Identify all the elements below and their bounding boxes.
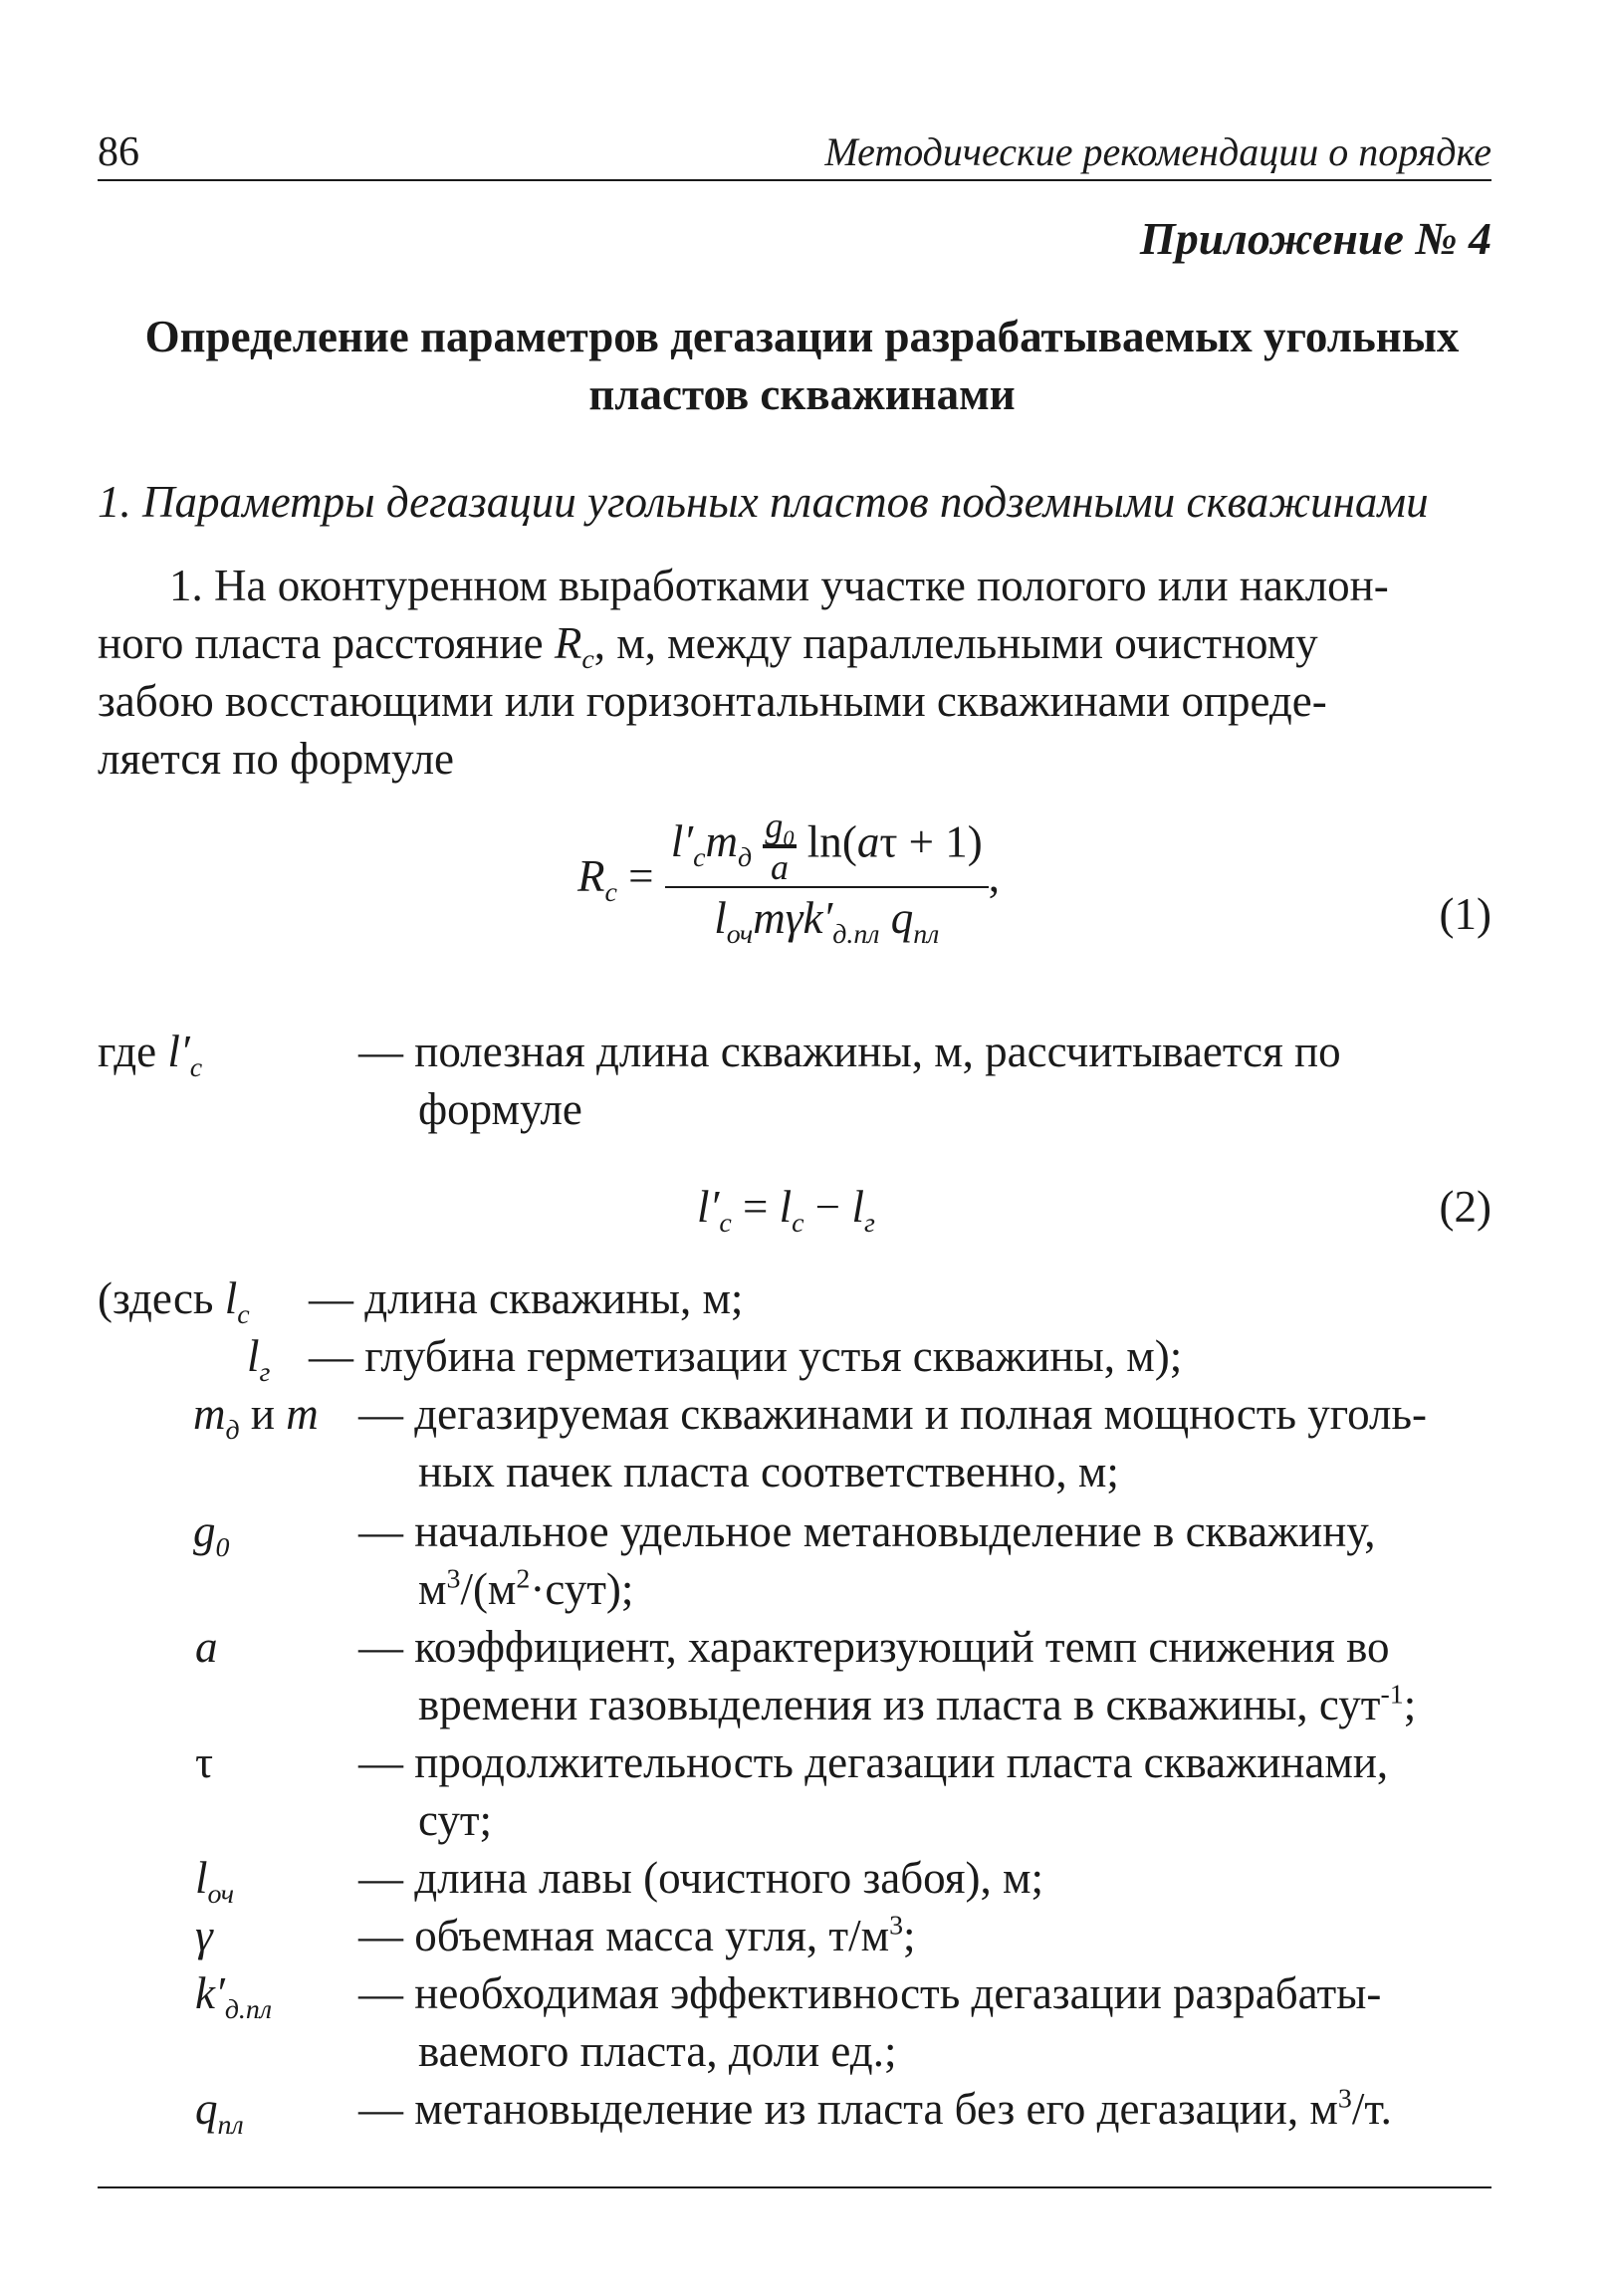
formula-1-equals: = (628, 851, 654, 901)
formula-1-fraction (665, 805, 989, 950)
paragraph-line-2-start: ного пласта расстояние (98, 618, 544, 668)
symbol-lc: $l_с$ (224, 1273, 250, 1330)
def-g0-line-2: $м^3/(м^2\cdot сут)$; (418, 1563, 634, 1614)
def-k-line-2: ваемого пласта, доли ед.; (418, 2026, 897, 2076)
def-k-line-1: — необходимая эффективность дегазации разрабаты- (358, 1968, 1382, 2018)
nested-open-word: (здесь (98, 1273, 214, 1323)
symbol-gamma: γ (195, 1911, 213, 1960)
def-qpl-line-1: — метановыделение из пласта без его дегазации, $м^3/т$. (358, 2083, 1392, 2134)
document-title-line-2: пластов скважинами (588, 369, 1016, 419)
paragraph-line-2 (98, 615, 1318, 675)
formula-1-lhs: $R_с$ (577, 851, 617, 908)
section-heading: 1. Параметры дегазации угольных пластов подземными скважинами (98, 477, 1429, 527)
ln-text: ln (806, 816, 842, 867)
paragraph-line-1: 1. На оконтуренном выработками участке пологого или наклон- (169, 561, 1389, 610)
header-rule (98, 179, 1491, 181)
paragraph-line-3: забою восстающими или горизонтальными скважинами опреде- (98, 676, 1327, 726)
formula-2-number: (2) (1439, 1182, 1491, 1232)
symbol-lg: $l_г$ (247, 1331, 271, 1388)
symbol-k-prime: $k'_{д.пл}$ (195, 1968, 273, 2025)
g0-over-a: $\frac{g_0}{a}$ (765, 805, 795, 887)
where-word: где (98, 1027, 157, 1076)
appendix-label: Приложение № 4 (1139, 213, 1491, 264)
def-md-line-2: ных пачек пласта соответственно, м; (418, 1447, 1119, 1496)
where-label (98, 1024, 203, 1083)
formula-1 (577, 805, 1001, 950)
symbol-lc-prime: $l'_с$ (167, 1027, 203, 1083)
def-loch-line-1: — длина лавы (очистного забоя), м; (358, 1853, 1043, 1903)
formula-1-denominator: $l_{оч}m\gamma k'_{д.пл}$ $q_{пл}$ (665, 886, 989, 946)
paragraph-line-2-end: , м, между параллельными очистному (593, 618, 1318, 668)
def-md-line-1: — дегазируемая скважинами и полная мощность уголь- (358, 1389, 1428, 1439)
where-desc-line-1: — полезная длина скважины, м, рассчитывается по (358, 1027, 1341, 1076)
nested-lg-desc: — глубина герметизации устья скважины, м); (309, 1331, 1183, 1381)
formula-2-minus: − (814, 1182, 841, 1232)
running-title: Методические рекомендации о порядке (824, 129, 1491, 174)
where-desc-line-2: формуле (418, 1084, 582, 1134)
formula-2: $l'_с = l_с - l_г$ (697, 1182, 875, 1239)
symbol-tau: τ (195, 1737, 214, 1787)
symbol-Rc: $R_с$ (554, 618, 594, 675)
def-a-line-2: времени газовыделения из пласта в скважины, сут$^{-1}$; (418, 1679, 1417, 1729)
def-tau-line-1: — продолжительность дегазации пласта скважинами, (358, 1737, 1389, 1787)
document-title-line-1: Определение параметров дегазации разрабатываемых угольных (144, 312, 1460, 361)
def-g0-line-1: — начальное удельное метановыделение в скважину, (358, 1506, 1376, 1556)
symbol-loch: $l_{оч}$ (195, 1853, 235, 1910)
symbol-md-and-m: $m_д$ и m (193, 1389, 319, 1446)
formula-1-comma: , (988, 851, 1001, 901)
def-a-line-1: — коэффициент, характеризующий темп снижения во (358, 1622, 1390, 1672)
formula-1-number: (1) (1439, 889, 1491, 939)
nested-lc-label (98, 1270, 250, 1330)
nested-lc-desc: — длина скважины, м; (309, 1273, 744, 1323)
formula-1-numerator: $l'_сm_д$ $\frac{g_0}{a}$ ln(aτ + 1) (670, 805, 983, 887)
symbol-qpl: $q_{пл}$ (195, 2084, 244, 2141)
def-gamma-line-1: — объемная масса угля, $т/м^3$; (358, 1910, 916, 1960)
footer-rule (98, 2186, 1491, 2188)
formula-2-equals: = (743, 1182, 769, 1232)
symbol-g0: $g_0$ (193, 1506, 230, 1563)
page-number: 86 (98, 129, 139, 175)
paragraph-line-4: ляется по формуле (98, 734, 455, 784)
symbol-a: a (195, 1622, 218, 1672)
def-tau-line-2: сут; (418, 1795, 493, 1845)
